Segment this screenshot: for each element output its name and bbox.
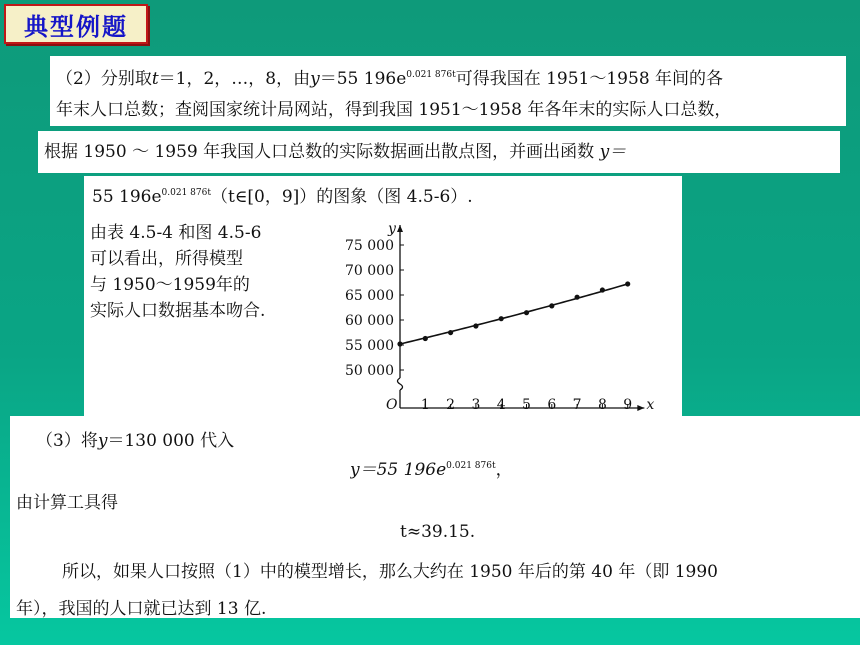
origin-label: O	[386, 397, 398, 413]
formula-base: ＝55 196e	[319, 69, 407, 89]
x-tick-label: 9	[623, 397, 633, 413]
scatter-chart	[84, 176, 682, 416]
text-fragment: （2）分别取	[56, 69, 152, 89]
formula-exponent: 0.021 876t	[446, 461, 496, 471]
section-title: 典型例题	[24, 12, 128, 41]
y-axis-break	[398, 378, 403, 390]
data-point	[423, 336, 428, 341]
text-fragment: （t∈[0，9]）的图象（图 4.5-6）.	[210, 187, 473, 207]
note-line: 可以看出，所得模型	[90, 249, 243, 269]
text-fragment: ＝1，2，…，8，由	[158, 69, 311, 89]
text-fragment: ，	[495, 460, 513, 480]
data-point	[473, 323, 478, 328]
y-axis-arrow	[397, 225, 403, 232]
y-tick-label: 55 000	[345, 338, 394, 354]
x-axis-label: x	[646, 397, 655, 413]
part3-formula	[350, 455, 513, 480]
x-tick-label: 4	[496, 397, 506, 413]
model-curve	[400, 284, 628, 344]
data-point	[549, 303, 554, 308]
note-line: 实际人口数据基本吻合.	[90, 301, 266, 321]
section-title-box	[4, 4, 148, 44]
formula-exponent: 0.021 876t	[406, 70, 456, 80]
text-fragment: 根据 1950 ～ 1959 年我国人口总数的实际数据画出散点图，并画出函数	[44, 142, 595, 162]
text-fragment: ＝130 000 代入	[107, 431, 235, 451]
x-tick-label: 8	[597, 397, 607, 413]
x-tick-label: 7	[572, 397, 582, 413]
x-tick-label: 6	[547, 397, 557, 413]
paragraph-panel-1	[50, 56, 846, 126]
part3-panel	[10, 416, 860, 618]
x-tick-label: 1	[420, 397, 430, 413]
data-point	[600, 287, 605, 292]
graph-panel	[84, 176, 682, 416]
y-tick-label: 75 000	[345, 238, 394, 254]
var-y: y	[310, 69, 320, 89]
var-y: y	[97, 431, 108, 451]
y-tick-label: 50 000	[345, 363, 394, 379]
note-line: 由表 4.5-4 和图 4.5-6	[90, 223, 262, 243]
data-point	[575, 295, 580, 300]
part3-conclusion: 所以，如果人口按照（1）中的模型增长，那么大约在 1950 年后的第 40 年（即 1990	[62, 562, 718, 582]
part3-line1	[36, 426, 234, 451]
paragraph1-line2: 年末人口总数；查阅国家统计局网站，得到我国 1951～1958 年各年末的实际人口总数，	[56, 100, 732, 120]
part3-result: t≈39.15.	[400, 522, 476, 542]
y-tick-label: 60 000	[345, 313, 394, 329]
x-tick-label: 5	[522, 397, 531, 413]
paragraph1-line1	[56, 60, 840, 95]
data-point	[448, 330, 453, 335]
part3-conclusion-end: 年），我国的人口就已达到 13 亿.	[16, 599, 267, 619]
formula-start: y＝	[599, 142, 627, 162]
formula-base: y＝55 196e	[350, 460, 447, 480]
y-axis-label: y	[388, 221, 396, 237]
y-tick-label: 70 000	[345, 263, 394, 279]
data-point	[625, 281, 630, 286]
formula-exponent: 0.021 876t	[161, 188, 211, 198]
text-fragment: （3）将	[36, 431, 98, 451]
data-point	[499, 316, 504, 321]
x-axis-arrow	[637, 405, 644, 411]
y-tick-label: 65 000	[345, 288, 394, 304]
part3-line3: 由计算工具得	[16, 493, 118, 513]
note-line: 与 1950～1959年的	[90, 275, 250, 295]
x-tick-label: 2	[446, 397, 456, 413]
data-point	[397, 341, 402, 346]
paragraph2-line	[44, 138, 834, 166]
paragraph-panel-2	[38, 131, 840, 173]
formula-base: 55 196e	[92, 187, 162, 207]
x-tick-label: 3	[471, 397, 481, 413]
var-t: t	[151, 69, 159, 89]
data-point	[524, 310, 529, 315]
text-fragment: 可得我国在 1951～1958 年间的各	[455, 69, 724, 89]
